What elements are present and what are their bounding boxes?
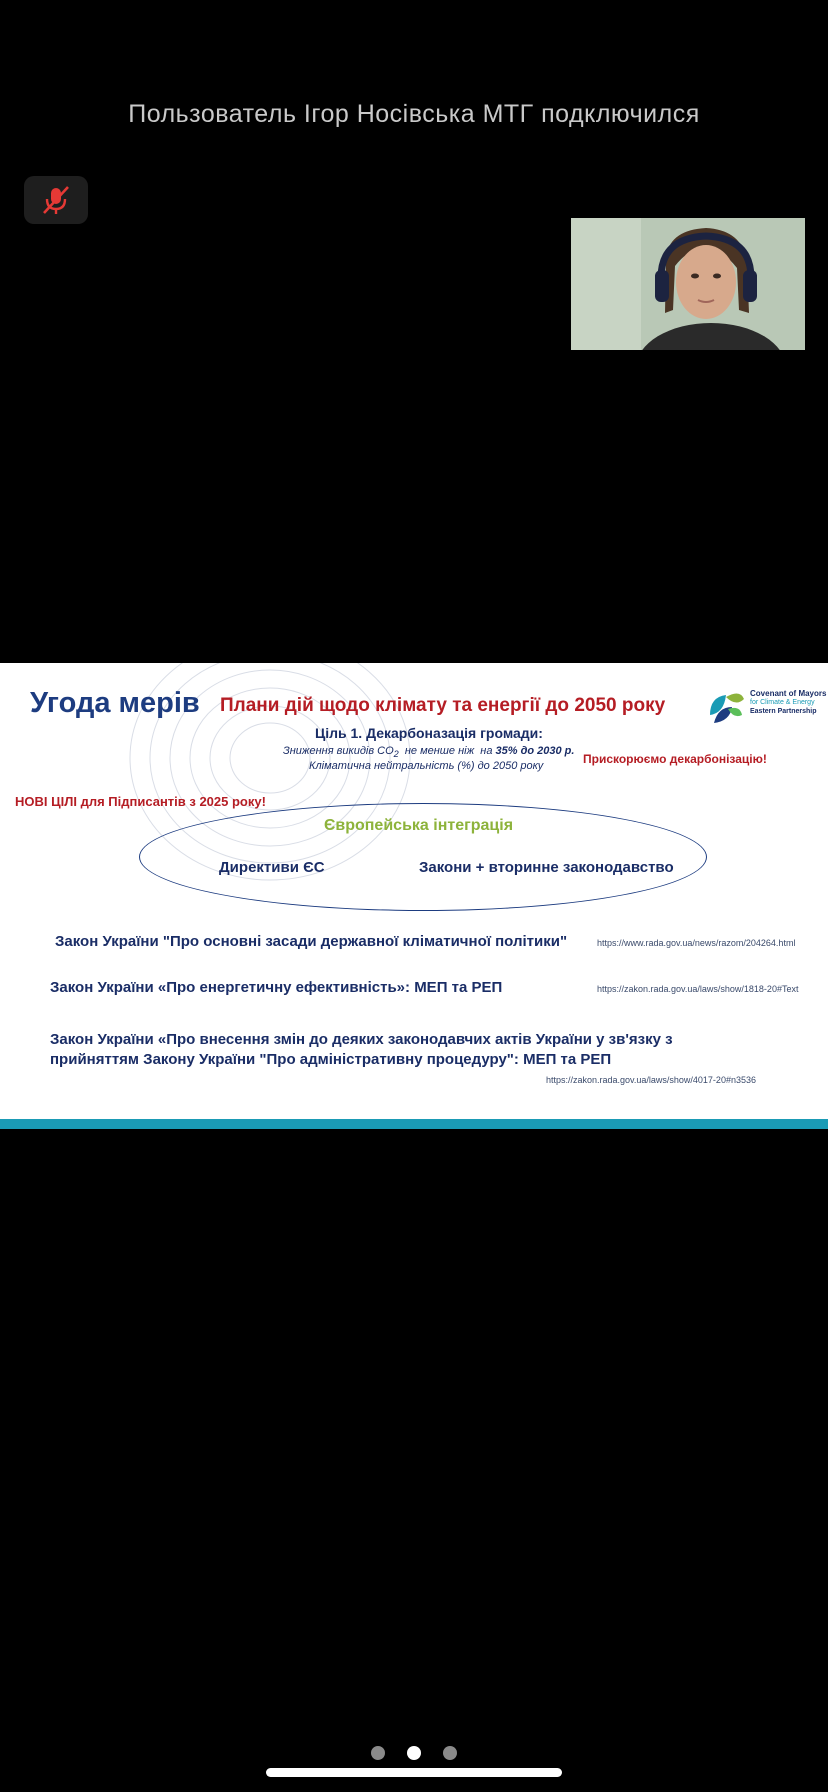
person-video-icon <box>571 218 805 350</box>
page-dot-1[interactable] <box>371 1746 385 1760</box>
page-indicator[interactable] <box>0 1746 828 1760</box>
co2-subscript: 2 <box>393 749 399 760</box>
reduction-percent: 35% до 2030 р. <box>495 745 575 757</box>
slide-footer-bar <box>0 1119 828 1129</box>
reduction-text: Зниження викидів CO <box>283 745 394 757</box>
slide-laws-secondary: Закони + вторинне законодавство <box>419 859 674 876</box>
slide-law-3-link: https://zakon.rada.gov.ua/laws/show/4017-20#n3536 <box>546 1075 756 1085</box>
slide-law-amendments-line2: прийняттям Закону України "Про адміністративну процедуру": МЕП та РЕП <box>50 1051 612 1068</box>
slide-goal-title: Ціль 1. Декарбоназація громади: <box>315 725 543 741</box>
leaves-logo-icon <box>706 685 746 725</box>
shared-presentation-slide <box>0 663 828 1129</box>
logo-line-2: for Climate & Energy <box>750 699 815 706</box>
slide-law-2-link: https://zakon.rada.gov.ua/laws/show/1818-20#Text <box>597 984 799 994</box>
slide-eu-integration: Європейська інтеграція <box>324 817 514 834</box>
reduction-text-mid: не менше ніж на <box>398 745 496 757</box>
self-video-view[interactable] <box>571 218 805 350</box>
slide-reduction-target <box>283 745 574 759</box>
slide-plan-title: Плани дій щодо клімату та енергії до 2050 року <box>220 695 666 716</box>
slide-law-energy-efficiency: Закон України «Про енергетичну ефективність»: МЕП та РЕП <box>50 979 503 996</box>
home-indicator[interactable] <box>266 1768 562 1777</box>
slide-eu-directives: Директиви ЄС <box>219 859 325 876</box>
slide-brand-title: Угода мерів <box>30 687 200 719</box>
slide-law-climate-policy: Закон України "Про основні засади державної кліматичної політики" <box>55 933 568 950</box>
page-dot-3[interactable] <box>443 1746 457 1760</box>
join-notification: Пользователь Ігор Носівська МТГ подключился <box>128 100 700 128</box>
slide-neutrality-target: Кліматична нейтральність (%) до 2050 року <box>309 760 544 772</box>
page-dot-2-active[interactable] <box>407 1746 421 1760</box>
microphone-toggle-button[interactable] <box>24 176 88 224</box>
slide-new-goals-text: НОВІ ЦІЛІ для Підписантів з 2025 року! <box>15 794 266 809</box>
mic-muted-icon <box>39 183 73 217</box>
slide-law-amendments-line1: Закон України «Про внесення змін до деяких законодавчих актів України у зв'язку з <box>50 1031 673 1048</box>
logo-line-3: Eastern Partnership <box>750 708 817 715</box>
logo-line-1: Covenant of Mayors <box>750 689 827 698</box>
covenant-of-mayors-logo <box>706 683 827 735</box>
slide-accelerate-text: Прискорюємо декарбонізацію! <box>583 752 767 766</box>
slide-law-1-link: https://www.rada.gov.ua/news/razom/204264.html <box>597 938 796 948</box>
